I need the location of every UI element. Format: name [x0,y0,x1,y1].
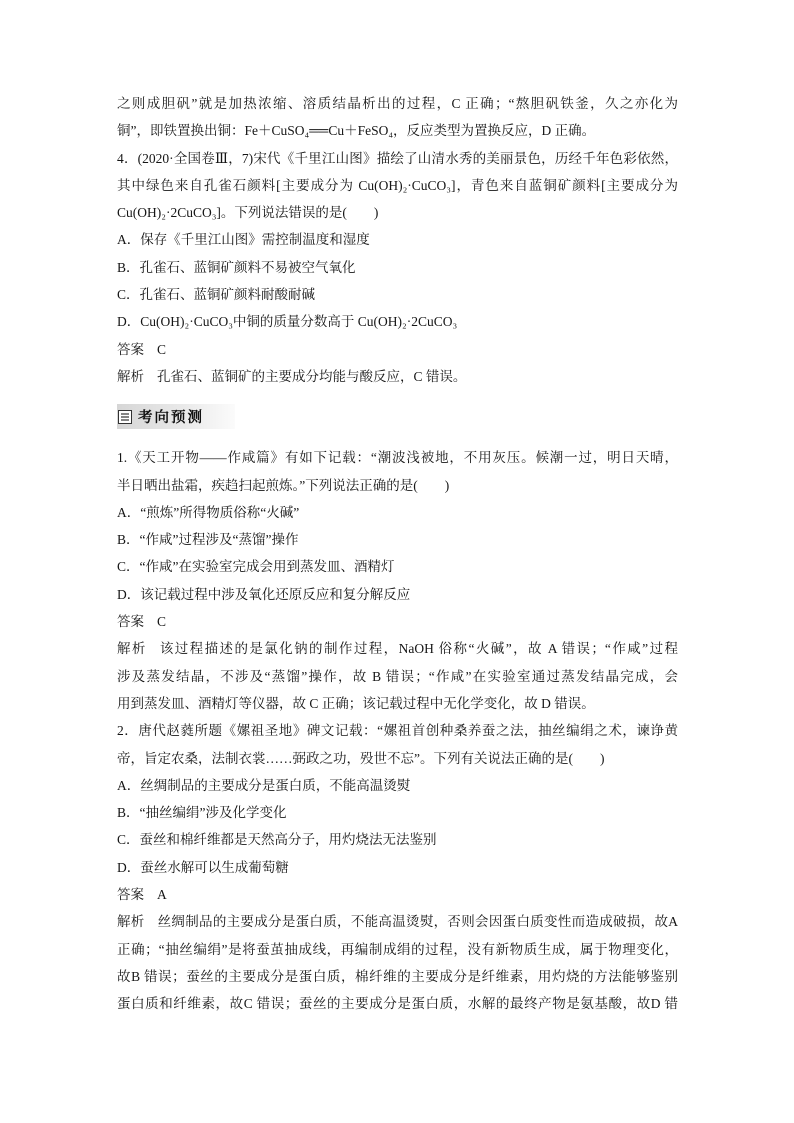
analysis-line: 正确；“抽丝编绢”是将蚕茧抽成线，再编制成绢的过程，没有新物质生成，属于物理变化， [117,941,678,957]
question-stem-line: 半日晒出盐霜，疾趋扫起煎炼。”下列说法正确的是( ) [117,477,450,493]
text-line: 铜”，即铁置换出铜：Fe＋CuSO₄══Cu＋FeSO₄，反应类型为置换反应，D 正确。 [117,123,596,139]
option-b: B．孔雀石、蓝铜矿颜料不易被空气氧化 [117,259,356,275]
question-stem-line: 其中绿色来自孔雀石颜料[主要成分为 Cu(OH)₂·CuCO₃]，青色来自蓝铜矿颜料[主要成分为 [117,177,678,193]
analysis-text: 孔雀石、蓝铜矿的主要成分均能与酸反应，C 错误。 [157,368,467,384]
analysis-line: 蛋白质和纤维素，故C 错误；蚕丝的主要成分是蛋白质，水解的最终产物是氨基酸，故D 错 [117,996,678,1012]
answer-line [117,336,678,363]
answer-line [117,881,678,908]
text-line: 之则成胆矾”就是加热浓缩、溶质结晶析出的过程，C 正确；“熬胆矾铁釜，久之亦化为 [117,96,678,111]
analysis-line [117,363,678,390]
analysis-text: 丝绸制品的主要成分是蛋白质，不能高温烫熨，否则会因蛋白质变性而造成破损，故A [157,914,678,930]
option-a: A．保存《千里江山图》需控制温度和湿度 [117,232,370,248]
analysis-label: 解析 [117,641,147,657]
answer-label: 答案 [117,614,144,630]
section-title: 考向预测 [138,410,204,427]
option-b: B．“抽丝编绢”涉及化学变化 [117,805,287,821]
question-stem-line: 帝，旨定农桑，法制衣裳……弼政之功，殁世不忘”。下列有关说法正确的是( ) [117,750,605,766]
analysis-text: 该过程描述的是氯化钠的制作过程，NaOH 俗称“火碱”，故 A 错误；“作咸”过程 [159,641,678,657]
question-stem-line: 2．唐代赵蕤所题《嫘祖圣地》碑文记载：“嫘祖首创种桑养蚕之法，抽丝编绢之术，谏诤黄 [117,723,678,739]
analysis-label: 解析 [117,914,145,930]
analysis-line: 故B 错误；蚕丝的主要成分是蛋白质，棉纤维的主要成分是纤维素，用灼烧的方法能够鉴别 [117,968,678,984]
answer-value: C [157,614,167,630]
option-b: B．“作咸”过程涉及“蒸馏”操作 [117,532,299,548]
analysis-line [117,635,678,662]
option-a: A．“煎炼”所得物质俗称“火碱” [117,504,300,520]
option-c: C．“作咸”在实验室完成会用到蒸发皿、酒精灯 [117,559,395,575]
option-c: C．蚕丝和棉纤维都是天然高分子，用灼烧法无法鉴别 [117,832,437,848]
list-icon [118,410,132,424]
analysis-line: 用到蒸发皿、酒精灯等仪器，故 C 正确；该记载过程中无化学变化，故 D 错误。 [117,695,595,711]
option-c: C．孔雀石、蓝铜矿颜料耐酸耐碱 [117,287,316,303]
answer-label: 答案 [117,341,144,357]
analysis-label: 解析 [117,368,144,384]
question-stem-line: 4．(2020·全国卷Ⅲ，7)宋代《千里江山图》描绘了山清水秀的美丽景色，历经千年色彩依然， [117,150,678,166]
answer-value: A [157,887,167,903]
question-stem-line: 1.《天工开物——作咸篇》有如下记载：“潮波浅被地，不用灰压。候潮一过，明日天晴， [117,450,678,466]
document-page [117,90,678,1018]
question-stem-line: Cu(OH)₂·2CuCO₃]。下列说法错误的是( ) [117,205,379,221]
option-d: D．该记载过程中涉及氧化还原反应和复分解反应 [117,586,411,602]
option-d: D．蚕丝水解可以生成葡萄糖 [117,859,289,875]
section-header [117,404,235,429]
option-a: A．丝绸制品的主要成分是蛋白质，不能高温烫熨 [117,777,411,793]
answer-label: 答案 [117,887,144,903]
option-d: D．Cu(OH)₂·CuCO₃中铜的质量分数高于 Cu(OH)₂·2CuCO₃ [117,314,458,330]
answer-line [117,608,678,635]
analysis-line [117,908,678,935]
analysis-line: 涉及蒸发结晶，不涉及“蒸馏”操作，故 B 错误；“作咸”在实验室通过蒸发结晶完成，会 [117,668,678,684]
answer-value: C [157,341,167,357]
